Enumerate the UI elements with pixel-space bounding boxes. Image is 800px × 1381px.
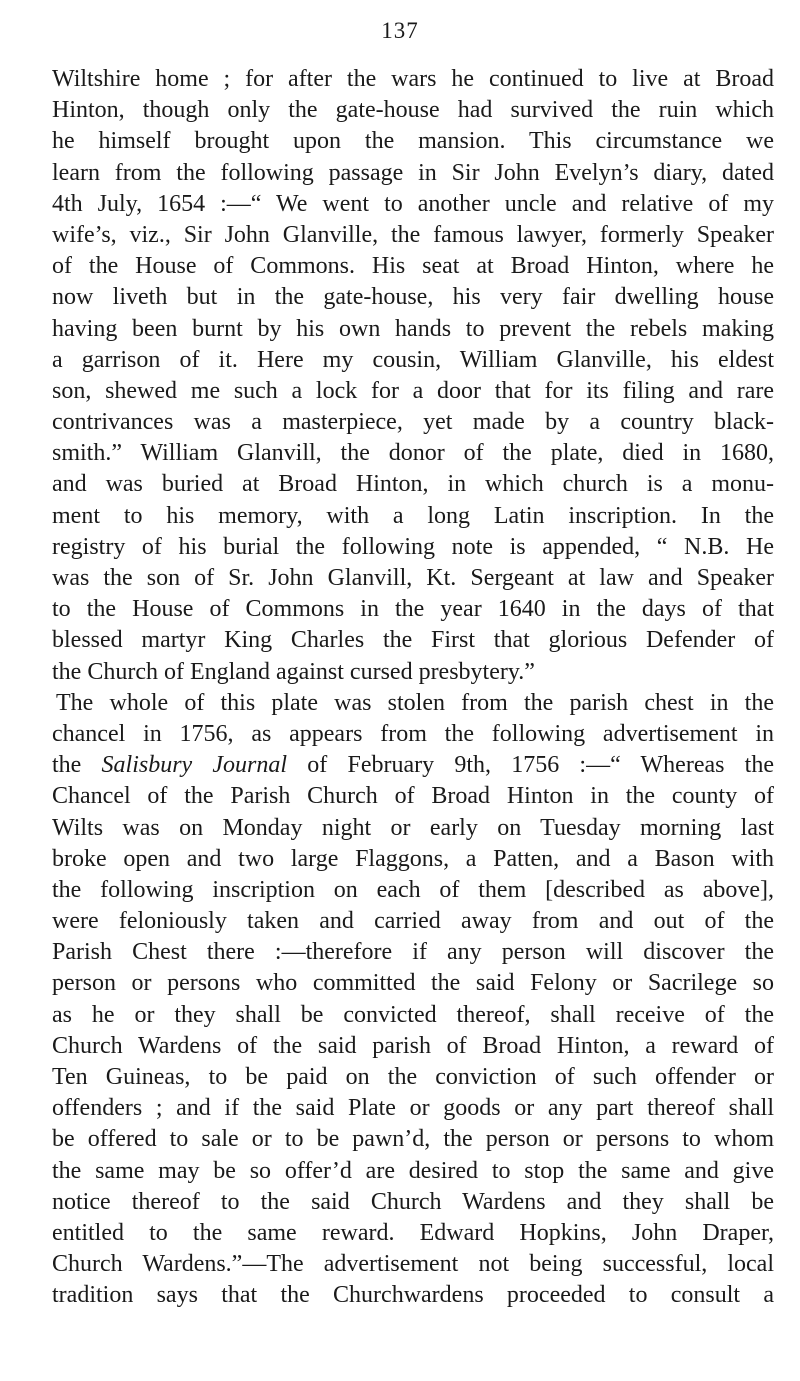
text-line: broke open and two large Flaggons, a Patten, and a Bason with xyxy=(52,845,774,872)
text-line: learn from the following passage in Sir John Evelyn’s diary, dated xyxy=(52,159,774,186)
page-number: 137 xyxy=(381,18,419,43)
text-line: wife’s, viz., Sir John Glanville, the famous lawyer, formerly Speaker xyxy=(52,221,774,248)
text-line: the following inscription on each of them [described as above], xyxy=(52,876,774,903)
text-line: were feloniously taken and carried away from and out of the xyxy=(52,908,774,935)
text-line: blessed martyr King Charles the First that glorious Defender of xyxy=(52,627,774,654)
text-line: a garrison of it. Here my cousin, William Glanville, his eldest xyxy=(52,346,774,373)
text-line: Hinton, though only the gate-house had survived the ruin which xyxy=(52,97,774,124)
text-line: Church Wardens.”—The advertisement not being successful, local xyxy=(52,1251,774,1278)
text-line: person or persons who committed the said Felony or Sacrilege so xyxy=(52,970,774,997)
text-line: registry of his burial the following note is appended, “ N.B. He xyxy=(52,533,774,560)
text-line: entitled to the same reward. Edward Hopkins, John Draper, xyxy=(52,1219,774,1246)
text-line: now liveth but in the gate-house, his very fair dwelling house xyxy=(52,284,774,311)
text-line: 4th July, 1654 :—“ We went to another uncle and relative of my xyxy=(52,190,774,217)
journal-title: Salisbury Journal xyxy=(101,752,288,779)
text-line: Wilts was on Monday night or early on Tuesday morning last xyxy=(52,814,774,841)
paragraph-1 xyxy=(52,64,774,688)
text-line: was the son of Sr. John Glanvill, Kt. Sergeant at law and Speaker xyxy=(52,565,774,591)
text-line: son, shewed me such a lock for a door that for its filing and rare xyxy=(52,377,774,404)
text-line: to the House of Commons in the year 1640 in the days of that xyxy=(52,596,774,623)
text-line: tradition says that the Churchwardens proceeded to consult a xyxy=(52,1282,774,1309)
text-line: Parish Chest there :—therefore if any person will discover the xyxy=(52,939,774,966)
text-line: Ten Guineas, to be paid on the conviction of such offender or xyxy=(52,1064,774,1090)
text-line: The whole of this plate was stolen from the parish chest in the xyxy=(56,689,774,716)
text-line: be offered to sale or to be pawn’d, the person or persons to whom xyxy=(52,1126,774,1153)
text-line: the same may be so offer’d are desired to stop the same and give xyxy=(52,1157,774,1184)
text-line xyxy=(52,750,774,781)
text-line: chancel in 1756, as appears from the following advertisement in xyxy=(52,720,774,747)
text-line: Chancel of the Parish Church of Broad Hinton in the county of xyxy=(52,783,774,810)
text-line: the Church of England against cursed presbytery.” xyxy=(52,658,535,685)
text-line: Church Wardens of the said parish of Broad Hinton, a reward of xyxy=(52,1032,774,1059)
text-line: he himself brought upon the mansion. This circumstance we xyxy=(52,128,774,155)
text-line: smith.” William Glanvill, the donor of the plate, died in 1680, xyxy=(52,440,774,467)
text-line: contrivances was a masterpiece, yet made by a country black- xyxy=(52,409,774,436)
text-line: notice thereof to the said Church Wardens and they shall be xyxy=(52,1188,774,1215)
text-line: Wiltshire home ; for after the wars he continued to live at Broad xyxy=(52,66,774,92)
text-line: as he or they shall be convicted thereof, shall receive of the xyxy=(52,1001,774,1028)
text-line: and was buried at Broad Hinton, in which church is a monu- xyxy=(52,471,774,498)
paragraph-2 xyxy=(52,688,774,1312)
line-text: of February 9th, 1756 :—“ Whereas the xyxy=(287,752,774,779)
body-text xyxy=(52,64,774,1312)
text-line: having been burnt by his own hands to prevent the rebels making xyxy=(52,315,774,342)
text-line: ment to his memory, with a long Latin inscription. In the xyxy=(52,502,774,529)
text-line: of the House of Commons. His seat at Broad Hinton, where he xyxy=(52,253,774,280)
line-text: the xyxy=(52,752,102,779)
text-line: offenders ; and if the said Plate or goods or any part thereof shall xyxy=(52,1095,774,1122)
